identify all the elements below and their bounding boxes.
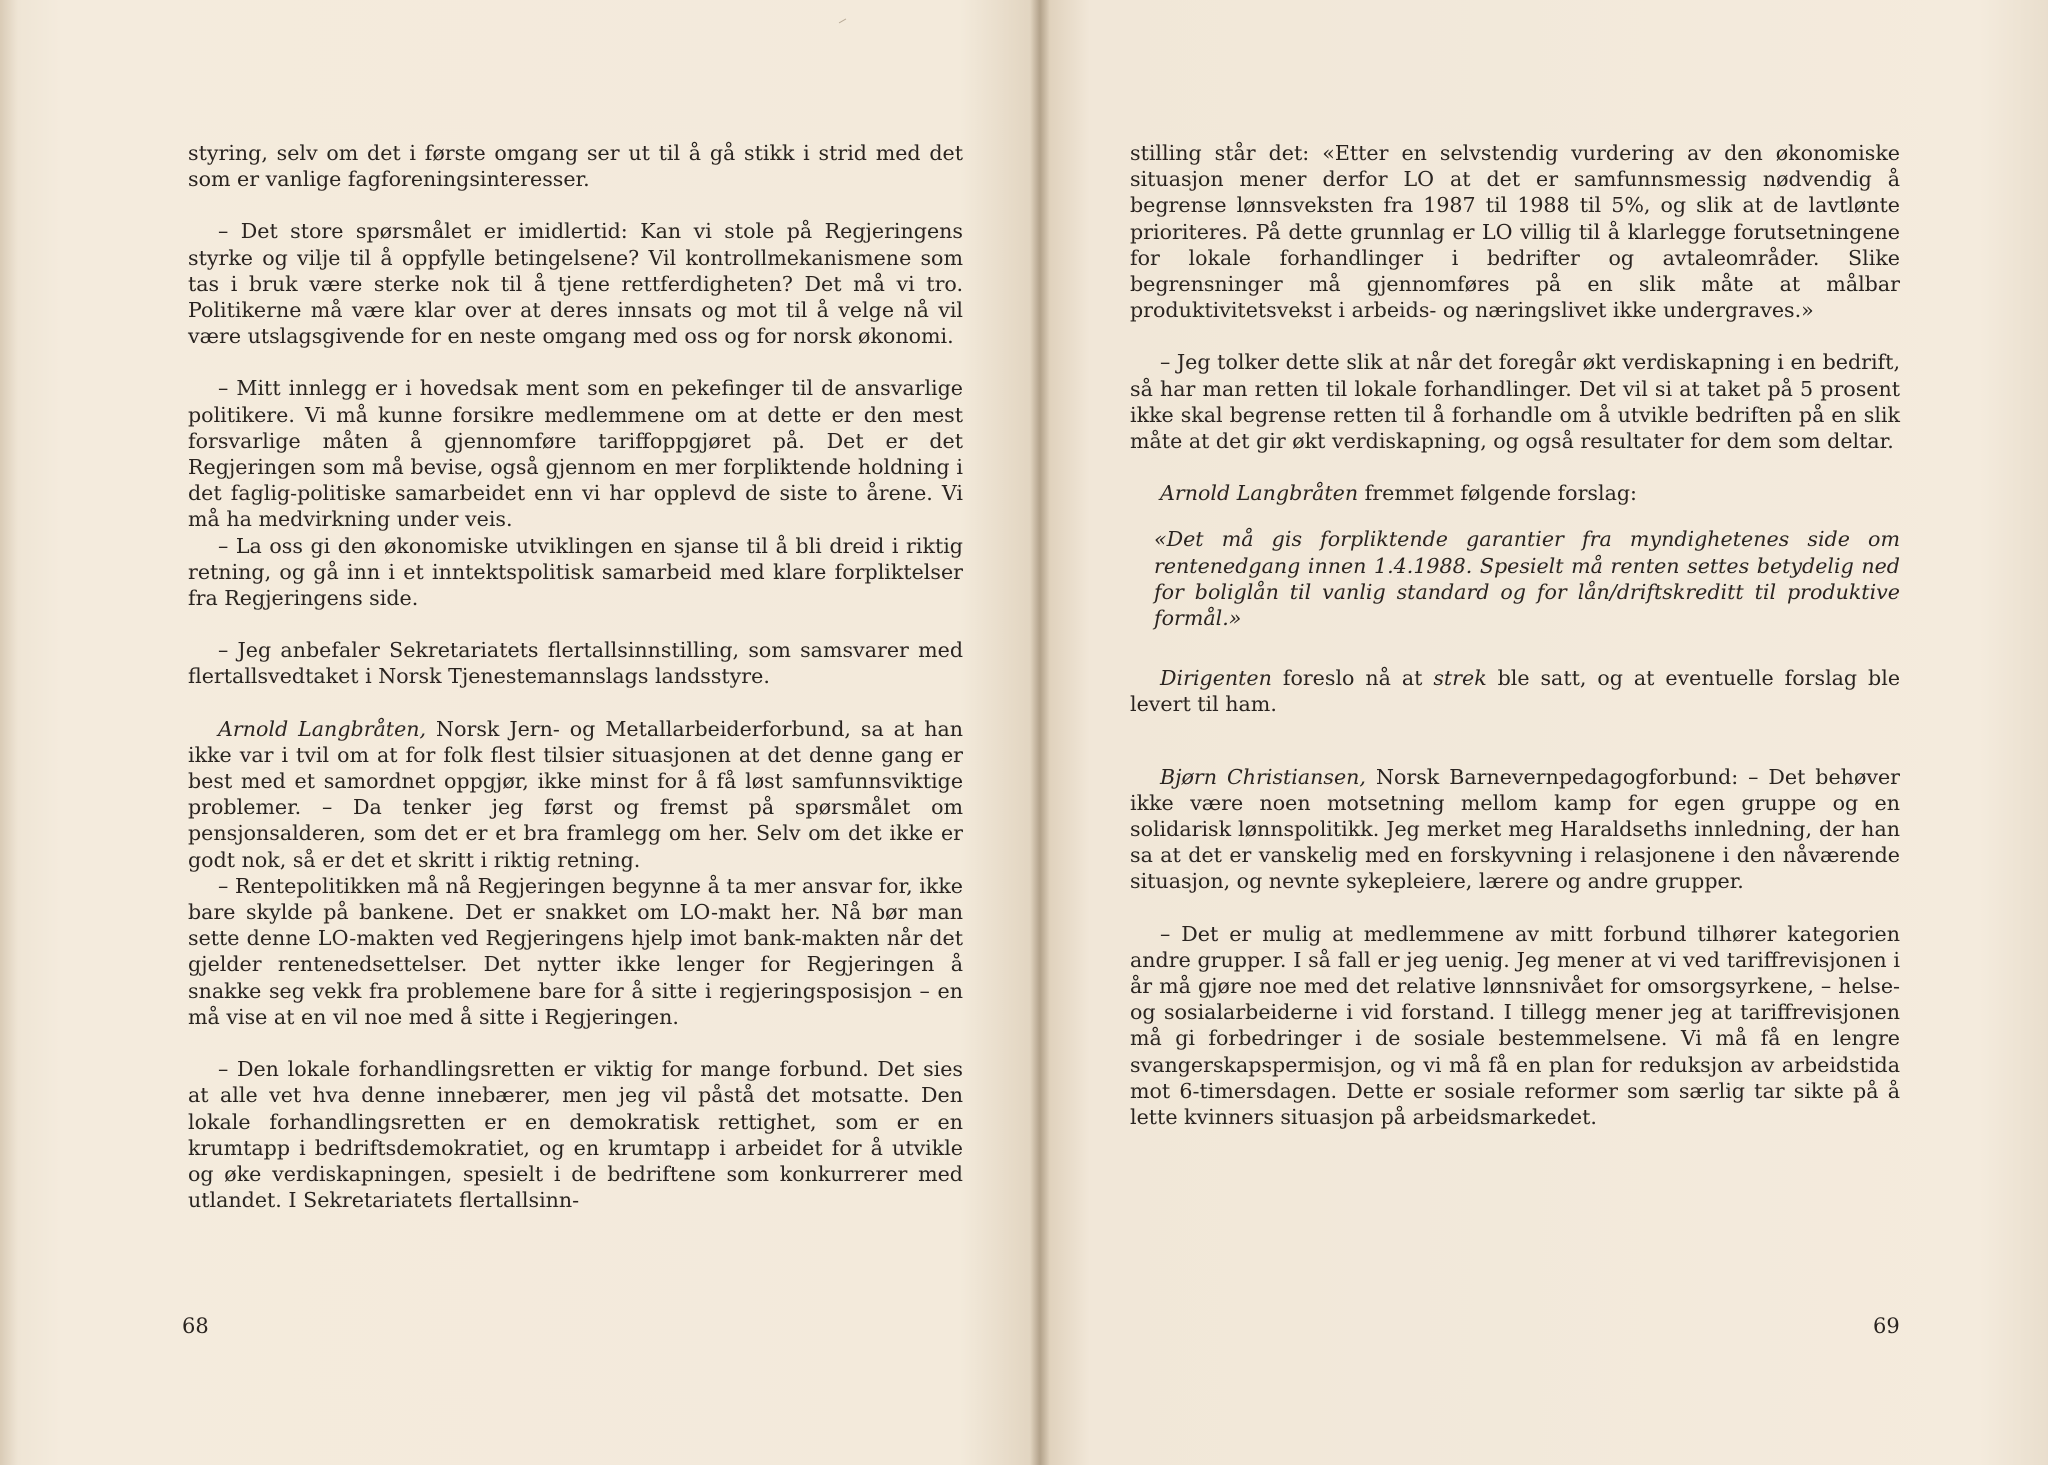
paragraph: – Rentepolitikken må nå Regjeringen begynne å ta mer ansvar for, ikke bare skylde på bankene. Det er snakket om LO-makt her. Nå bør man sette denne LO-makten ved Regjeringens hjelp imot bank-makten når det gjelder rentenedsettelser. Det nytter ikke lenger for Regjeringen å snakke seg vekk fra problemene bare for å sitte i regjeringsposisjon – en må vise at en vil noe med å sitte i Regjeringen. [188,873,963,1029]
speaker-name: Arnold Langbråten, [218,716,427,741]
paragraph: – Det er mulig at medlemmene av mitt forbund tilhører kategorien andre grupper. I så fall er jeg uenig. Jeg mener at vi ved tariffrevisjonen i år må gjøre noe med det relative lønnsnivået for omsorgsyrkene, – helse- og sosialarbeiderne i vid forstand. I tillegg mener jeg at tariffrevisjonen må gi forbedringer i de sosiale bestemmelsene. Vi må få en lengre svangerskapspermisjon, og vi må få en plan for reduksjon av arbeidstida mot 6-timersdagen. Dette er sosiale reformer som særlig tar sikte på å lette kvinners situasjon på arbeidsmarkedet. [1130,921,1900,1130]
paragraph: styring, selv om det i første omgang ser ut til å gå stikk i strid med det som er vanlige fagforeningsinteresser. [188,141,963,192]
paragraph: – Det store spørsmålet er imidlertid: Kan vi stole på Regjeringens styrke og vilje til å oppfylle betingelsene? Vil kontrollmekanismene som tas i bruk være sterke nok til å tjene rettferdigheten? Det må vi tro. Politikerne må være klar over at deres innsats og mot til å velge nå vil være utslagsgivende for en neste omgang med oss og for norsk økonomi. [188,219,963,349]
left-page-body [188,140,963,1239]
paragraph: – Mitt innlegg er i hovedsak ment som en pekefinger til de ansvarlige politikere. Vi må kunne forsikre medlemmene om at dette er den mest forsvarlige måten å gjennomføre tariffoppgjøret på. Det er det Regjeringen som må bevise, også gjennom en mer forpliktende holdning i det faglig-politiske samarbeidet enn vi har opplevd de siste to årene. Vi må ha medvirkning under veis. [188,376,963,532]
speaker-text: foreslo nå at [1271,666,1434,691]
page-mark [839,18,849,28]
right-page-body [1130,140,1900,1156]
paragraph: – Jeg anbefaler Sekretariatets flertallsinnstilling, som samsvarer med flertallsvedtaket i Norsk Tjenestemannslags landsstyre. [188,638,963,689]
book-gutter [1030,0,1050,1465]
speaker-name: Dirigenten [1160,666,1272,691]
paragraph: stilling står det: «Etter en selvstendig vurdering av den økonomiske situasjon mener derfor LO at det er samfunnsmessig nødvendig å begrense lønnsveksten fra 1987 til 1988 til 5%, og slik at de lavtlønte prioriteres. På dette grunnlag er LO villig til å klarlegge forutsetningene for lokale forhandlinger i bedrifter og avtaleområder. Slike begrensninger må gjennomføres på en slik måte at målbar produktivitetsvekst i arbeids- og næringslivet ikke undergraves.» [1130,141,1900,323]
speaker-paragraph [1130,665,1900,717]
speaker-paragraph [1130,764,1900,895]
speaker-text: Norsk Jern- og Metallarbeiderforbund, sa at han ikke var i tvil om at for folk flest tilsier situasjonen at det denne gang er best med et samordnet oppgjør, ikke minst for å få løst samfunnsviktige problemer. – Da tenker jeg først og fremst på spørsmålet om pensjonsalderen, som det er et bra framlegg om her. Selv om det ikke er godt nok, så er det et skritt i riktig retning. [188,716,964,872]
speaker-paragraph [188,716,963,873]
speaker-text: Norsk Barnevernpedagogforbund: – Det behøver ikke være noen motsetning mellom kamp for egen gruppe og en solidarisk lønnspolitikk. Jeg merket meg Haraldseths innledning, der han sa at det er vanskelig med en forskyvning i relasjonene i den nåværende situasjon, og nevnte sykepleiere, lærere og andre grupper. [1130,764,1901,894]
speaker-paragraph [1130,480,1900,506]
speaker-text: fremmet følgende forslag: [1358,481,1637,506]
speaker-name: Bjørn Christiansen, [1160,764,1366,789]
speaker-name: Arnold Langbråten [1160,481,1359,506]
paragraph: – La oss gi den økonomiske utviklingen en sjanse til å bli dreid i riktig retning, og gå inn i et inntektspolitisk samarbeid med klare forpliktelser fra Regjeringens side. [188,533,963,611]
proposal-quote: «Det må gis forpliktende garantier fra myndighetenes side om rentenedgang innen 1.4.1988. Spesielt må renten settes betydelig ned for boliglån til vanlig standard og for lån/driftskreditt til produktive formål.» [1154,527,1900,631]
page-number: 69 [1873,1314,1900,1338]
paragraph: – Den lokale forhandlingsretten er viktig for mange forbund. Det sies at alle vet hva denne innebærer, men jeg vil påstå det motsatte. Den lokale forhandlingsretten er en demokratisk rettighet, som er en krumtapp i bedriftsdemokratiet, og en krumtapp i arbeidet for å utvikle og øke verdiskapningen, spesielt i de bedriftene som konkurrerer med utlandet. I Sekretariatets flertallsinn- [188,1057,963,1213]
page-number: 68 [182,1314,209,1338]
paragraph: – Jeg tolker dette slik at når det foregår økt verdiskapning i en bedrift, så har man retten til lokale forhandlinger. Det vil si at taket på 5 prosent ikke skal begrense retten til å forhandle om å utvikle bedriften på en slik måte at det gir økt verdiskapning, og også resultater for dem som deltar. [1130,350,1900,454]
emphasis: strek [1433,666,1487,691]
speaker-text: ble satt, og at eventuelle forslag ble levert til ham. [1130,666,1901,717]
